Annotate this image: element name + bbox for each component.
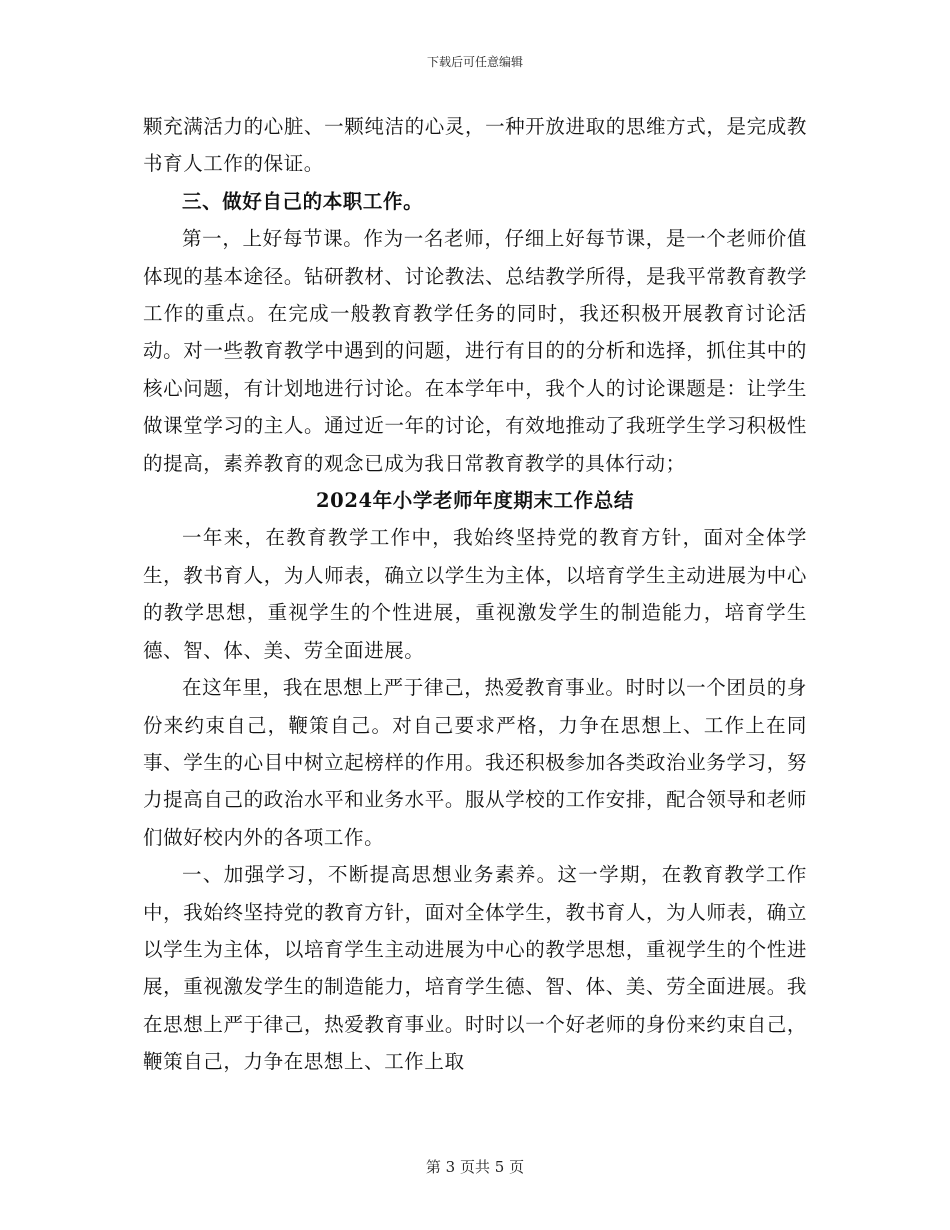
page-number: 第 3 页共 5 页 (425, 1158, 525, 1176)
paragraph-intro: 一年来，在教育教学工作中，我始终坚持党的教育方针，面对全体学生，教书育人，为人师表，确立以学生为主体，以培育学生主动进展为中心的教学思想，重视学生的个性进展，重视激发学生的制造能力，培育学生德、智、体、美、劳全面进展。 (143, 526, 807, 662)
paragraph-first-lesson: 第一，上好每节课。作为一名老师，仔细上好每节课，是一个老师价值体现的基本途径。钻研教材、讨论教法、总结教学所得，是我平常教育教学工作的重点。在完成一般教育教学任务的同时，我还积极开展教育讨论活动。对一些教育教学中遇到的问题，进行有目的的分析和选择，抓住其中的核心问题，有计划地进行讨论。在本学年中，我个人的讨论课题是：让学生做课堂学习的主人。通过近一年的讨论，有效地推动了我班学生学习积极性的提高，素养教育的观念已成为我日常教育教学的具体行动； (143, 227, 807, 475)
paragraph-this-year: 在这年里，我在思想上严于律己，热爱教育事业。时时以一个团员的身份来约束自己，鞭策自己。对自己要求严格，力争在思想上、工作上在同事、学生的心目中树立起榜样的作用。我还积极参加各类政治业务学习，努力提高自己的政治水平和业务水平。服从学校的工作安排，配合领导和老师们做好校内外的各项工作。 (143, 676, 807, 849)
document-title: 2024年小学老师年度期末工作总结 (316, 489, 634, 513)
document-body (143, 108, 807, 1081)
paragraph-continuation: 颗充满活力的心脏、一颗纯洁的心灵，一种开放进取的思维方式，是完成教书育人工作的保证。 (143, 115, 807, 176)
paragraph-strengthen-study: 一、加强学习，不断提高思想业务素养。这一学期，在教育教学工作中，我始终坚持党的教育方针，面对全体学生，教书育人，为人师表，确立以学生为主体，以培育学生主动进展为中心的教学思想，重视学生的个性进展，重视激发学生的制造能力，培育学生德、智、体、美、劳全面进展。我在思想上严于律己，热爱教育事业。时时以一个好老师的身份来约束自己，鞭策自己，力争在思想上、工作上取 (143, 863, 807, 1074)
section-heading: 三、做好自己的本职工作。 (182, 189, 424, 213)
page-header: 下载后可任意编辑 (426, 55, 523, 69)
